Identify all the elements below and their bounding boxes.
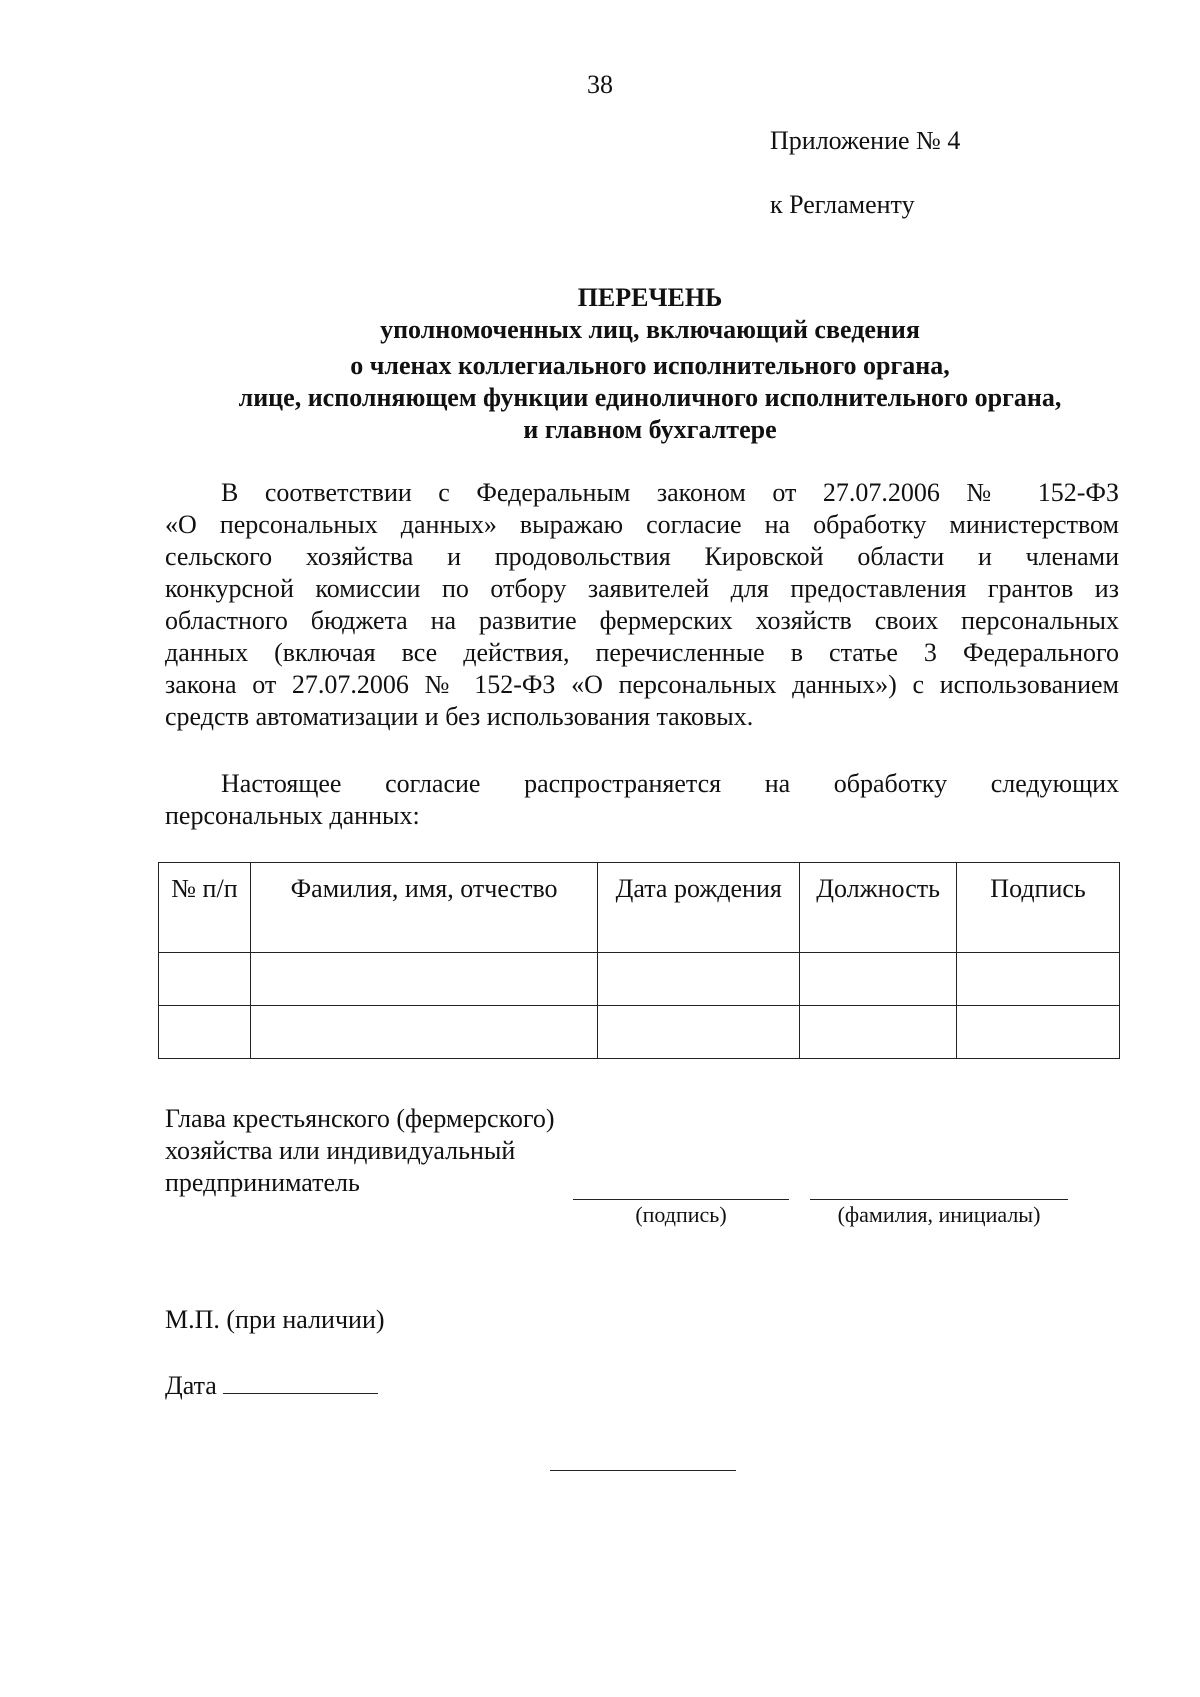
scope-line-1: Настоящее согласие распространяется на обработку следующих xyxy=(221,769,1119,798)
table-cell xyxy=(800,953,957,1006)
page-number: 38 xyxy=(587,70,613,99)
title-line-4: и главном бухгалтере xyxy=(523,415,777,444)
signatory-line-3: предприниматель xyxy=(165,1168,360,1197)
table-row xyxy=(159,1006,1120,1059)
header-full-name: Фамилия, имя, отчество xyxy=(250,863,597,953)
document-title: ПЕРЕЧЕНЬ xyxy=(577,283,723,312)
table-cell xyxy=(159,1006,251,1059)
stamp-label: М.П. (при наличии) xyxy=(165,1305,385,1334)
closing-separator xyxy=(550,1470,736,1471)
table-row xyxy=(159,953,1120,1006)
title-line-2: о членах коллегиального исполнительного органа, xyxy=(350,351,950,380)
consent-line-5: областного бюджета на развитие фермерских хозяйств своих персональных xyxy=(165,606,1119,635)
name-line xyxy=(810,1199,1068,1200)
signatory-line-1: Глава крестьянского (фермерского) xyxy=(165,1104,555,1133)
header-birth-date: Дата рождения xyxy=(598,863,800,953)
table-cell xyxy=(250,1006,597,1059)
appendix-number: Приложение № 4 xyxy=(770,126,961,155)
date-field xyxy=(165,1367,378,1401)
table-cell xyxy=(957,953,1120,1006)
scope-line-2: персональных данных: xyxy=(165,801,420,830)
table-header-row xyxy=(159,863,1120,953)
signatory-line-2: хозяйства или индивидуальный xyxy=(165,1136,516,1165)
date-label: Дата xyxy=(165,1371,217,1400)
appendix-regulation: к Регламенту xyxy=(770,190,915,219)
title-line-1: уполномоченных лиц, включающий сведения xyxy=(380,315,920,344)
scope-paragraph xyxy=(165,768,1119,832)
header-number: № п/п xyxy=(159,863,251,953)
consent-line-2: «О персональных данных» выражаю согласие на обработку министерством xyxy=(165,510,1119,539)
personal-data-table xyxy=(158,862,1120,1059)
name-caption: (фамилия, инициалы) xyxy=(837,1202,1041,1227)
header-signature: Подпись xyxy=(957,863,1120,953)
table-cell xyxy=(598,953,800,1006)
consent-line-8: средств автоматизации и без использования таковых. xyxy=(165,702,754,731)
table-cell xyxy=(598,1006,800,1059)
table-cell xyxy=(250,953,597,1006)
header-position: Должность xyxy=(800,863,957,953)
signature-line xyxy=(573,1199,789,1200)
title-line-3: лице, исполняющем функции единоличного исполнительного органа, xyxy=(238,383,1062,412)
table-cell xyxy=(800,1006,957,1059)
consent-line-7: закона от 27.07.2006 № 152-ФЗ «О персональных данных») с использованием xyxy=(165,670,1119,699)
table-cell xyxy=(159,953,251,1006)
table-cell xyxy=(957,1006,1120,1059)
consent-line-6: данных (включая все действия, перечисленные в статье 3 Федерального xyxy=(165,638,1119,667)
consent-line-4: конкурсной комиссии по отбору заявителей для предоставления грантов из xyxy=(165,574,1119,603)
signature-caption: (подпись) xyxy=(635,1202,727,1227)
signatory-block xyxy=(165,1103,555,1199)
consent-paragraph xyxy=(165,477,1119,733)
consent-line-3: сельского хозяйства и продовольствия Кировской области и членами xyxy=(165,542,1119,571)
consent-line-1: В соответствии с Федеральным законом от 27.07.2006 № 152-ФЗ xyxy=(221,478,1119,507)
date-blank-line xyxy=(223,1367,378,1394)
